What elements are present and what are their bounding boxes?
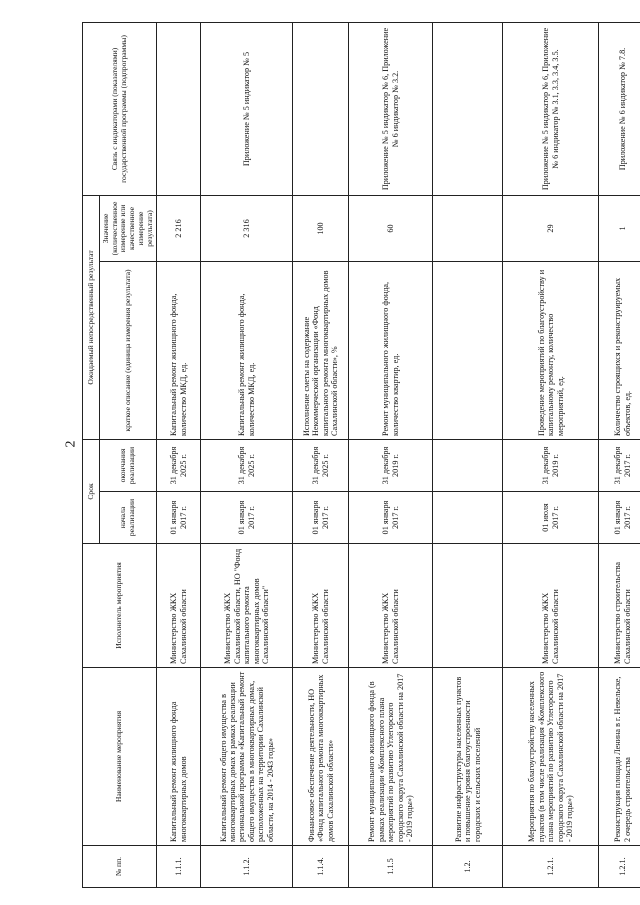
header-term-start: начала реализации <box>100 492 157 544</box>
row-brief: Исполнение сметы на содержание Некоммерческой организации «Фонд капитального ремонта многоквартирных домов Сахалинской области», % <box>293 261 349 439</box>
row-name: Развитие инфраструктуры населенных пунктов и повышение уровня благоустроенности городских и сельских поселений <box>433 668 503 846</box>
row-link: Приложение № 5 индикатор № 6, Приложение № 6 индикатор № 3.1, 3.3, 3.4, 3.5. <box>503 22 599 195</box>
header-term-end: окончания реализации <box>100 439 157 491</box>
table-row <box>503 22 599 887</box>
row-end: 31 декабря 2025 г. <box>157 439 201 491</box>
row-link: Приложение № 5 индикатор № 5 <box>201 22 293 195</box>
row-end: 31 декабря 2025 г. <box>293 439 349 491</box>
row-start: 01 января 2017 г. <box>599 492 640 544</box>
header-expected: Ожидаемый непосредственный результат <box>83 195 100 439</box>
table-row <box>599 22 640 887</box>
row-executor <box>433 544 503 668</box>
header-name: Наименование мероприятия <box>83 668 157 846</box>
row-brief <box>433 261 503 439</box>
row-value: 2 216 <box>157 195 201 261</box>
row-executor: Министерство ЖКХ Сахалинской области <box>349 544 433 668</box>
row-brief: Количество строящихся и реконструируемых объектов, ед. <box>599 261 640 439</box>
row-link: Приложение № 6 индикатор № 7.8. <box>599 22 640 195</box>
table-body <box>157 22 640 887</box>
row-value: 29 <box>503 195 599 261</box>
row-num: 1.2. <box>433 846 503 888</box>
row-executor: Министерство ЖКХ Сахалинской области <box>503 544 599 668</box>
row-name: Реконструкция площади Ленина в г. Невельске, 2 очередь строительства <box>599 668 640 846</box>
row-end: 31 декабря 2017 г. <box>599 439 640 491</box>
row-num: 1.1.4. <box>293 846 349 888</box>
header-row-1 <box>83 22 100 887</box>
rotated-table-container <box>82 23 632 888</box>
row-num: 1.1.2. <box>201 846 293 888</box>
row-link: Приложение № 5 индикатор № 6, Приложение № 6 индикатор № 3.2. <box>349 22 433 195</box>
row-start: 01 июля 2017 г. <box>503 492 599 544</box>
row-num: 1.2.1. <box>599 846 640 888</box>
row-link <box>293 22 349 195</box>
row-executor: Министерство ЖКХ Сахалинской области, НО "Фонд капитального ремонта многоквартирных домов Сахалинской области" <box>201 544 293 668</box>
row-num: 1.1.1. <box>157 846 201 888</box>
row-start: 01 января 2017 г. <box>201 492 293 544</box>
header-executor: Исполнитель мероприятия <box>83 544 157 668</box>
row-brief: Капитальный ремонт жилищного фонда, количество МКД, ед. <box>157 261 201 439</box>
row-value <box>433 195 503 261</box>
row-link <box>157 22 201 195</box>
row-value: 1 <box>599 195 640 261</box>
header-link: Связь с индикаторами (показателями) государственной программы (подпрограммы) <box>83 22 157 195</box>
row-value: 60 <box>349 195 433 261</box>
table-row <box>157 22 201 887</box>
row-name: Ремонт муниципального жилищного фонда (в рамках реализации «Комплексного плана мероприятий по развитию Углегорского городского округа Сахалинской области на 2017 - 2019 годы») <box>349 668 433 846</box>
row-num: 1.2.1. <box>503 846 599 888</box>
row-name: Капитальный ремонт жилищного фонда многоквартирных домов <box>157 668 201 846</box>
row-num: 1.1.5 <box>349 846 433 888</box>
row-start: 01 января 2017 г. <box>293 492 349 544</box>
row-end: 31 декабря 2019 г. <box>503 439 599 491</box>
row-end <box>433 439 503 491</box>
table-row <box>349 22 433 887</box>
row-brief: Ремонт муниципального жилищного фонда, количество квартир, ед. <box>349 261 433 439</box>
header-brief: краткое описание (единица измерения результата) <box>100 261 157 439</box>
measures-table <box>82 22 640 888</box>
row-start: 01 января 2017 г. <box>349 492 433 544</box>
row-name: Мероприятия по благоустройству населенных пунктов (в том числе реализация «Комплексного плана мероприятий по развитию Углегорского городского округа Сахалинской области на 2017 - 2019 годы») <box>503 668 599 846</box>
row-name: Капитальный ремонт общего имущества в многоквартирных домах в рамках реализации региональной программы «Капитальный ремонт общего имущества в многоквартирных домах, расположенных на территории Сахалинской области, на 2014 - 2043 годы» <box>201 668 293 846</box>
page-number: 2 <box>63 440 79 448</box>
row-link <box>433 22 503 195</box>
row-executor: Министерство ЖКХ Сахалинской области <box>293 544 349 668</box>
header-num: № пп. <box>83 846 157 888</box>
row-brief: Капитальный ремонт жилищного фонда, количество МКД, ед. <box>201 261 293 439</box>
table-row <box>293 22 349 887</box>
row-executor: Министерство ЖКХ Сахалинской области <box>157 544 201 668</box>
row-executor: Министерство строительства Сахалинской области <box>599 544 640 668</box>
table-row <box>433 22 503 887</box>
row-value: 100 <box>293 195 349 261</box>
row-start: 01 января 2017 г. <box>157 492 201 544</box>
table-row <box>201 22 293 887</box>
row-end: 31 декабря 2025 г. <box>201 439 293 491</box>
row-start <box>433 492 503 544</box>
row-name: Финансовое обеспечение деятельности, НО «Фонд капитального ремонта многоквартирных домов Сахалинской области» <box>293 668 349 846</box>
row-end: 31 декабря 2019 г. <box>349 439 433 491</box>
row-value: 2 316 <box>201 195 293 261</box>
header-value: Значение (количественное измерение или качественное измерение результата) <box>100 195 157 261</box>
header-term: Срок <box>83 439 100 543</box>
row-brief: Проведение мероприятий по благоустройству и капитальному ремонту, количество мероприятий, ед. <box>503 261 599 439</box>
